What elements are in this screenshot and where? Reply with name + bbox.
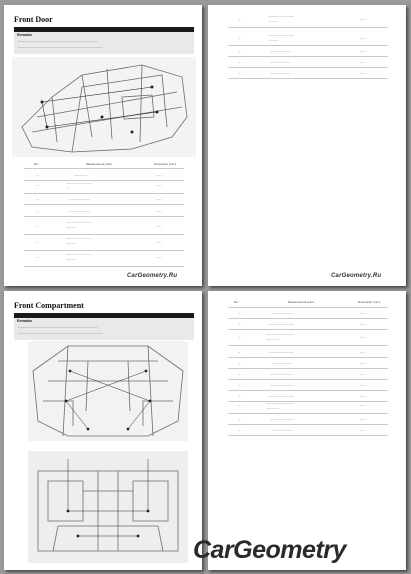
table-cell: ———— xyxy=(268,39,279,42)
column-header-dimension: Dimension (mm) xyxy=(154,162,177,166)
table-row-rule xyxy=(24,180,184,181)
table-cell: — xyxy=(36,241,39,244)
table-cell: —————————— xyxy=(66,221,92,224)
column-header-no: No. xyxy=(234,300,239,304)
table-cell: —————————— xyxy=(66,253,92,256)
table-row-rule xyxy=(228,390,388,391)
table-row-rule xyxy=(228,27,388,28)
table-row-rule xyxy=(228,329,388,330)
table-cell: ———— xyxy=(66,258,77,261)
column-header-dimension: Dimension (mm) xyxy=(358,300,381,304)
table-cell: — xyxy=(36,256,39,259)
table-cell: —— xyxy=(360,351,366,354)
table-cell: —— xyxy=(360,384,366,387)
table-cell: — xyxy=(36,225,39,228)
watermark-small: CarGeometry.Ru xyxy=(331,273,382,279)
table-cell: —————————— xyxy=(268,15,294,18)
table-cell: ———————— xyxy=(272,429,293,432)
table-row-rule xyxy=(228,318,388,319)
table-cell: — xyxy=(238,61,241,64)
watermark-small: CarGeometry.Ru xyxy=(127,273,178,279)
document-page-front-door xyxy=(4,5,202,286)
table-cell: ———————— xyxy=(272,312,293,315)
table-header-rule xyxy=(24,168,184,169)
table-cell: — xyxy=(238,362,241,365)
table-cell: ———— xyxy=(268,20,279,23)
table-cell: —— xyxy=(360,37,366,40)
table-cell: ————————— xyxy=(270,384,294,387)
table-cell: — xyxy=(238,50,241,53)
remarks-line: • —————————————————————————————— xyxy=(18,40,98,43)
table-cell: —————————— xyxy=(66,237,92,240)
front-compartment-top-drawing xyxy=(28,341,188,441)
table-cell: ————— xyxy=(266,407,279,410)
table-cell: ——————————— xyxy=(266,402,295,405)
table-row-rule xyxy=(228,357,388,358)
table-cell: —— xyxy=(360,72,366,75)
front-compartment-front-drawing xyxy=(28,451,188,563)
table-row-rule xyxy=(228,78,388,79)
table-cell: —— xyxy=(360,373,366,376)
remarks-box xyxy=(14,32,194,54)
table-cell: — xyxy=(238,418,241,421)
table-cell: — xyxy=(238,384,241,387)
table-cell: ———— xyxy=(66,226,77,229)
table-cell: —— xyxy=(156,256,162,259)
table-cell: ————————— xyxy=(270,418,294,421)
column-header-no: No. xyxy=(34,162,39,166)
remarks-line: • ———————————————————————————————— xyxy=(18,332,103,335)
table-row-rule xyxy=(228,424,388,425)
table-cell: —— xyxy=(156,241,162,244)
table-row-rule xyxy=(228,67,388,68)
table-row-rule xyxy=(24,234,184,235)
body-frame-side-drawing xyxy=(12,57,196,157)
remarks-box xyxy=(14,318,194,340)
table-cell: ————————— xyxy=(270,373,294,376)
watermark-large: CarGeometry xyxy=(193,536,346,564)
document-page-continued xyxy=(208,5,406,286)
table-row-rule xyxy=(24,216,184,217)
table-cell: —————————— xyxy=(268,323,294,326)
table-cell: —— xyxy=(360,336,366,339)
table-row-rule xyxy=(228,56,388,57)
column-header-measurement-point: Measurement point xyxy=(86,162,112,166)
table-cell: —————————— xyxy=(268,351,294,354)
table-cell: —— xyxy=(360,18,366,21)
table-row-rule xyxy=(228,345,388,346)
table-cell: — xyxy=(238,37,241,40)
page-title: Front Door xyxy=(14,15,53,24)
table-cell: — xyxy=(238,18,241,21)
table-row-rule xyxy=(228,401,388,402)
table-cell: ———————— xyxy=(270,50,291,53)
table-row-rule xyxy=(24,250,184,251)
table-cell: ———————— xyxy=(270,61,291,64)
remarks-line: • —————————————————————————————— xyxy=(18,326,98,329)
table-row-rule xyxy=(228,379,388,380)
table-cell: —————————— xyxy=(268,34,294,37)
table-row-rule xyxy=(228,368,388,369)
table-row-rule xyxy=(228,45,388,46)
table-cell: —— xyxy=(360,50,366,53)
column-header-measurement-point: Measurement point xyxy=(288,300,314,304)
table-cell: ———————— xyxy=(69,198,90,201)
table-cell: — xyxy=(36,210,39,213)
table-cell: — xyxy=(238,373,241,376)
table-cell: —— xyxy=(156,174,162,177)
table-row-rule xyxy=(24,266,184,267)
table-cell: — xyxy=(238,72,241,75)
table-cell: ————— xyxy=(74,174,87,177)
table-cell: —— xyxy=(156,225,162,228)
table-cell: —— xyxy=(360,61,366,64)
table-row-rule xyxy=(228,413,388,414)
table-cell: — xyxy=(238,429,241,432)
table-cell: ———————— xyxy=(270,72,291,75)
table-cell: — xyxy=(36,198,39,201)
table-cell: —— xyxy=(360,429,366,432)
document-page-compartment-table xyxy=(208,291,406,570)
table-cell: —— xyxy=(360,404,366,407)
table-cell: — xyxy=(36,174,39,177)
table-cell: —— xyxy=(360,362,366,365)
table-cell: ————— xyxy=(266,338,279,341)
table-cell: —————————— xyxy=(66,182,92,185)
table-cell: ——————————— xyxy=(266,333,295,336)
table-cell: — xyxy=(36,184,39,187)
table-cell: — xyxy=(238,323,241,326)
table-cell: — xyxy=(238,336,241,339)
remarks-label: Remarks xyxy=(17,33,33,37)
page-title: Front Compartment xyxy=(14,301,84,310)
table-cell: —— xyxy=(360,312,366,315)
table-cell: — xyxy=(238,395,241,398)
table-row-rule xyxy=(24,193,184,194)
table-cell: — xyxy=(238,351,241,354)
remarks-line: • ———————————————————————————————— xyxy=(18,46,103,49)
table-header-rule xyxy=(228,307,388,308)
table-cell: — xyxy=(66,186,69,189)
table-cell: — xyxy=(238,312,241,315)
remarks-label: Remarks xyxy=(17,319,33,323)
table-cell: —— xyxy=(360,418,366,421)
document-page-front-compartment xyxy=(4,291,202,570)
table-cell: ———— xyxy=(66,242,77,245)
table-cell: — xyxy=(238,404,241,407)
table-cell: —— xyxy=(156,184,162,187)
table-row-rule xyxy=(24,204,184,205)
table-row-rule xyxy=(228,435,388,436)
table-cell: —— xyxy=(156,198,162,201)
table-cell: ———————— xyxy=(69,210,90,213)
table-cell: —— xyxy=(360,323,366,326)
table-cell: ———————— xyxy=(272,362,293,365)
table-cell: —— xyxy=(360,395,366,398)
table-cell: —— xyxy=(156,210,162,213)
table-cell: —————————— xyxy=(268,395,294,398)
